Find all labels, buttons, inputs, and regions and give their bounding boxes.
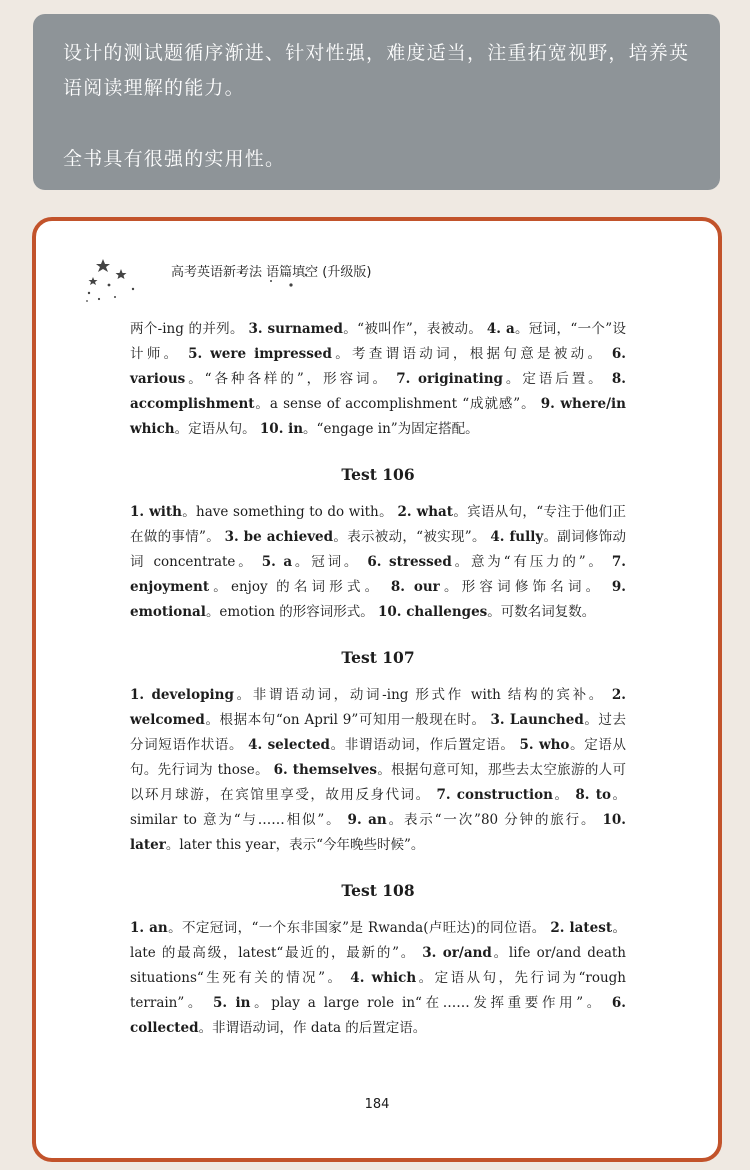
answer-explanation: 。根据本句“on April 9”可知用一般现在时。 <box>204 712 491 728</box>
answer-explanation: 。宾语从句，“专注于他们正在做的事情”。 <box>130 504 626 545</box>
answer-word: 3. surnamed <box>248 321 343 337</box>
answer-explanation: 。定语从句。先行词为 those。 <box>130 737 627 778</box>
answer-explanation: 。意为“有压力的”。 <box>451 554 612 570</box>
answer-explanation: 。表示被动，“被实现”。 <box>333 529 491 545</box>
answer-word: 4. selected <box>248 737 330 753</box>
answer-explanation: 。考查谓语动词，根据句意是被动。 <box>331 346 612 362</box>
answer-explanation: 。形容词修饰名词。 <box>439 579 612 595</box>
answer-explanation: 。副词修饰动词 concentrate。 <box>130 529 626 570</box>
answer-word: 2. latest <box>550 920 613 936</box>
answer-explanation: 两个-ing 的并列。 <box>130 321 249 337</box>
answer-word: 4. a <box>486 321 515 337</box>
answer-word: 9. an <box>347 812 387 828</box>
answer-word: 1. developing <box>130 687 234 703</box>
answer-explanation: 。非谓语动词，作 data 的后置定语。 <box>198 1020 427 1036</box>
answer-explanation: 。late 的最高级，latest“最近的，最新的”。 <box>130 920 626 961</box>
test-answers <box>130 683 626 858</box>
answer-word: 5. were impressed <box>188 346 332 362</box>
answer-word: 10. challenges <box>378 604 488 620</box>
answer-explanation: 。不定冠词，“一个东非国家”是 Rwanda(卢旺达)的同位语。 <box>167 920 551 936</box>
answer-word: 9. where/in which <box>130 396 626 437</box>
answer-word: 1. with <box>130 504 182 520</box>
answer-content <box>130 317 626 1041</box>
answer-explanation: 。similar to 意为“与……相似”。 <box>130 787 626 828</box>
answer-word: 6. various <box>130 346 626 387</box>
answer-explanation: 。 <box>553 787 576 803</box>
answer-explanation: 。life or/and death situations“生死有关的情况”。 <box>130 945 626 986</box>
answer-word: 10. in <box>259 421 304 437</box>
book-page <box>36 221 718 1158</box>
answer-word: 3. Launched <box>490 712 584 728</box>
answer-explanation: 。“被叫作”，表被动。 <box>342 321 487 337</box>
answer-word: 8. to <box>575 787 611 803</box>
answer-word: 5. who <box>519 737 570 753</box>
answer-explanation: 。冠词。 <box>292 554 368 570</box>
answer-explanation: 。非谓语动词，作后置定语。 <box>329 737 520 753</box>
test-heading: Test 108 <box>341 881 415 900</box>
answer-explanation: 。emotion 的形容词形式。 <box>205 604 379 620</box>
answer-word: 8. accomplishment <box>130 371 626 412</box>
answer-word: 2. what <box>397 504 454 520</box>
intro-banner <box>33 14 720 190</box>
answer-explanation: 。enjoy 的名词形式。 <box>209 579 391 595</box>
answer-word: 5. in <box>213 995 251 1011</box>
answer-explanation: 。定语后置。 <box>502 371 612 387</box>
answer-explanation: 。过去分词短语作状语。 <box>130 712 626 753</box>
answer-explanation: 。later this year，表示“今年晚些时候”。 <box>165 837 425 853</box>
answer-word: 6. stressed <box>367 554 452 570</box>
page-frame <box>32 217 722 1162</box>
intro-answers <box>130 317 626 442</box>
answer-word: 8. our <box>390 579 440 595</box>
answer-word: 3. or/and <box>422 945 492 961</box>
answer-explanation: 。可数名词复数。 <box>487 604 596 620</box>
answer-word: 4. fully <box>490 529 544 545</box>
test-heading: Test 107 <box>341 648 415 667</box>
answer-word: 10. later <box>130 812 626 853</box>
answer-explanation: 。定语从句，先行词为“rough terrain”。 <box>130 970 626 1011</box>
page-header-title: 高考英语新考法 语篇填空 (升级版) <box>171 265 372 280</box>
answer-explanation: 。定语从句。 <box>174 421 260 437</box>
test-answers <box>130 916 626 1041</box>
answer-explanation: 。play a large role in“在……发挥重要作用”。 <box>250 995 612 1011</box>
answer-word: 3. be achieved <box>224 529 334 545</box>
answer-explanation: 。非谓语动词，动词-ing 形式作 with 结构的宾补。 <box>233 687 612 703</box>
answer-word: 4. which <box>350 970 417 986</box>
answer-explanation: 。a sense of accomplishment “成就感”。 <box>254 396 541 412</box>
banner-text-1: 设计的测试题循序渐进、针对性强，难度适当，注重拓宽视野，培养英语阅读理解的能力。 <box>63 42 690 99</box>
test-answers <box>130 500 626 625</box>
test-heading: Test 106 <box>341 465 415 484</box>
answer-word: 1. an <box>130 920 168 936</box>
answer-word: 6. themselves <box>273 762 377 778</box>
banner-text-2: 全书具有很强的实用性。 <box>63 148 286 170</box>
answer-explanation: 。“各种各样的”，形容词。 <box>185 371 397 387</box>
answer-word: 7. construction <box>436 787 553 803</box>
answer-explanation: 。“engage in”为固定搭配。 <box>303 421 479 437</box>
page-number: 184 <box>364 1097 390 1112</box>
answer-explanation: 。冠词，“一个”设计师。 <box>130 321 626 362</box>
answer-word: 5. a <box>261 554 293 570</box>
answer-word: 6. collected <box>130 995 626 1036</box>
answer-word: 7. enjoyment <box>130 554 626 595</box>
answer-word: 2. welcomed <box>130 687 626 728</box>
answer-explanation: 。根据句意可知，那些去太空旅游的人可以环月球游，在宾馆里享受，故用反身代词。 <box>130 762 627 803</box>
answer-explanation: 。表示“一次”80 分钟的旅行。 <box>386 812 603 828</box>
answer-word: 7. originating <box>396 371 503 387</box>
answer-explanation: 。have something to do with。 <box>181 504 398 520</box>
answer-word: 9. emotional <box>130 579 626 620</box>
